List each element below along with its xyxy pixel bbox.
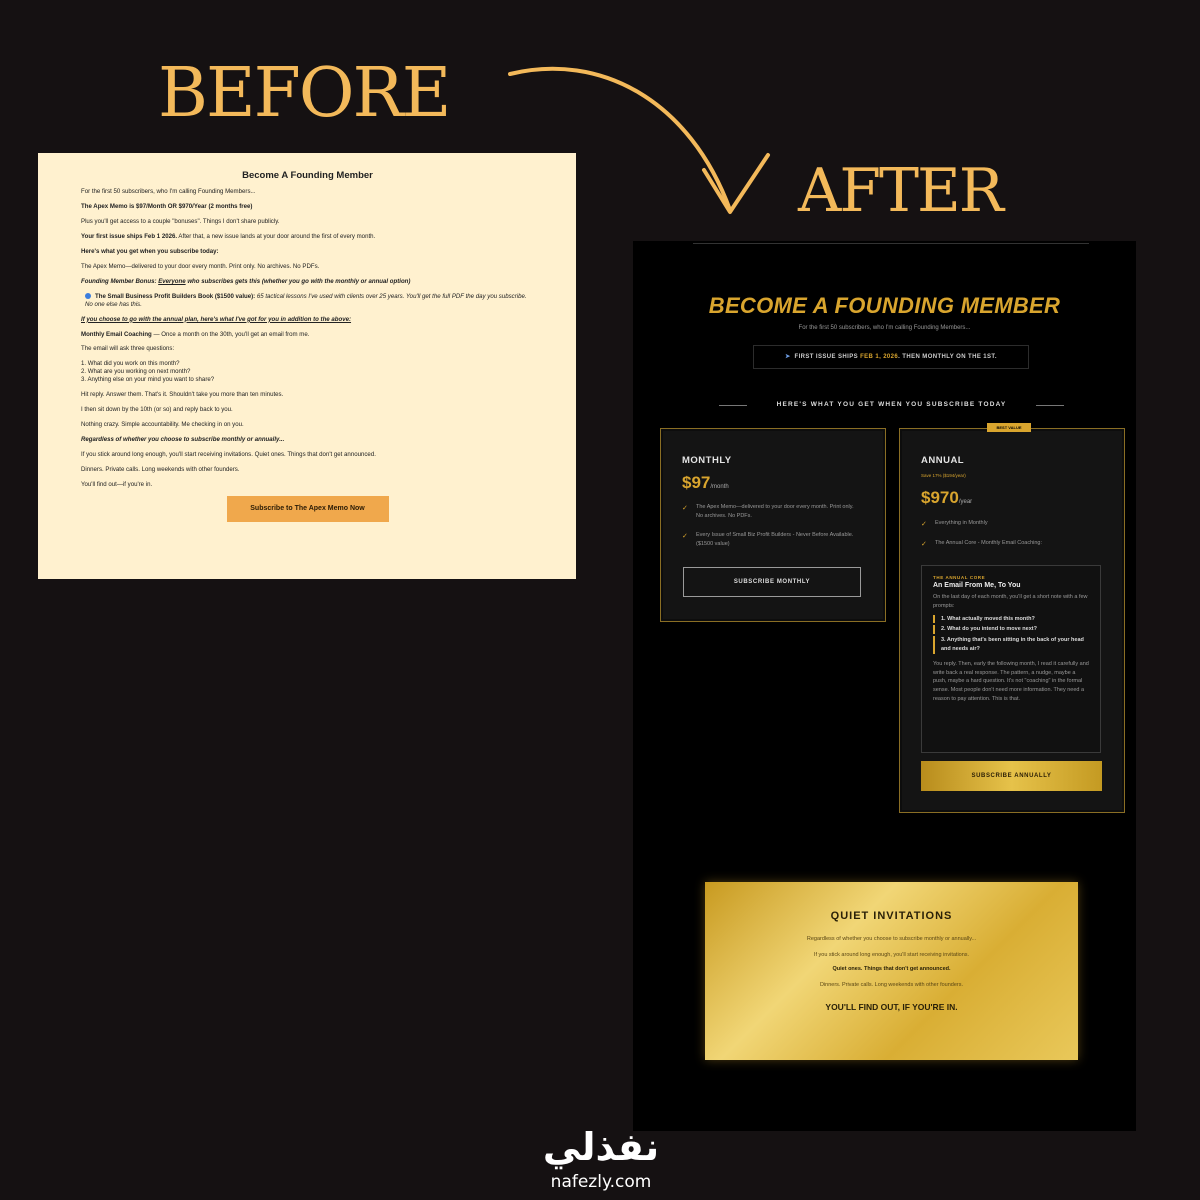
- before-get-line: The Apex Memo—delivered to your door every month. Print only. No archives. No PDFs.: [81, 262, 320, 270]
- section-heading: HERE'S WHAT YOU GET WHEN YOU SUBSCRIBE TODAY: [719, 401, 1064, 408]
- monthly-plan-card: [660, 428, 886, 622]
- before-ship-line: Your first issue ships Feb 1 2026. After that, a new issue lands at your door around the first of every month.: [81, 233, 376, 241]
- plan-price: $970/year: [921, 488, 973, 507]
- list-item: 2. What are you working on next month?: [81, 368, 191, 376]
- after-subtitle: For the first 50 subscribers, who I'm calling Founding Members...: [798, 325, 971, 331]
- quiet-title: QUIET INVITATIONS: [830, 910, 953, 922]
- core-body: You reply. Then, early the following month, I read it carefully and write back a real response. The pattern, a nudge, maybe a push, maybe a hard question. It's not "coaching" in the formal sense. Most people don't need more information. They need a reason to pay attention. This is that.: [933, 660, 1089, 702]
- before-bonus-heading: Founding Member Bonus: Everyone who subscribes gets this (whether you go with the monthly or annual option): [81, 277, 411, 285]
- feature-item: ✓ The Annual Core - Monthly Email Coaching:: [921, 539, 1101, 548]
- before-questions-list: [81, 360, 534, 384]
- subscribe-monthly-button[interactable]: SUBSCRIBE MONTHLY: [683, 567, 861, 597]
- list-item: 1. What did you work on this month?: [81, 360, 180, 368]
- quiet-line: If you stick around long enough, you'll start receiving invitations.: [813, 952, 970, 958]
- checkmark-icon: ✓: [921, 521, 927, 528]
- before-annual-heading: If you choose to go with the annual plan, here's what I've got for you in addition to the above:: [81, 315, 352, 323]
- ship-date-banner: ➤ FIRST ISSUE SHIPS FEB 1, 2026. THEN MONTHLY ON THE 1ST.: [753, 345, 1029, 369]
- feature-item: ✓ The Apex Memo—delivered to your door every month. Print only. No archives. No PDFs.: [682, 504, 854, 519]
- feature-item: ✓ Everything in Monthly: [921, 519, 1101, 528]
- core-label: THE ANNUAL CORE: [933, 575, 986, 580]
- before-heading: BEFORE: [158, 54, 450, 133]
- checkmark-icon: ✓: [682, 533, 688, 540]
- checkmark-icon: ✓: [682, 505, 688, 512]
- before-coaching-line: Monthly Email Coaching — Once a month on the 30th, you'll get an email from me.: [81, 330, 310, 338]
- quiet-ending: YOU'LL FIND OUT, IF YOU'RE IN.: [825, 1002, 958, 1012]
- core-heading: An Email From Me, To You: [933, 582, 1021, 589]
- annual-plan-card: [899, 425, 1125, 813]
- before-page-screenshot: [38, 153, 576, 579]
- before-title: Become A Founding Member: [242, 170, 373, 181]
- before-book-item: The Small Business Profit Builders Book ($1500 value): 65 tactical lessons I've used with clients over 25 years. You'll get the full PDF the day you subscribe. No one else has this.: [85, 292, 527, 308]
- subscribe-button[interactable]: Subscribe to The Apex Memo Now: [227, 496, 389, 522]
- before-findout-line: You'll find out—if you're in.: [81, 480, 153, 488]
- before-questions-intro: The email will ask three questions:: [81, 345, 175, 353]
- plan-name: MONTHLY: [682, 455, 732, 466]
- core-question: 2. What do you intend to move next?: [933, 625, 1089, 634]
- divider: [693, 243, 1089, 244]
- quiet-line: Regardless of whether you choose to subscribe monthly or annually...: [806, 936, 977, 942]
- nafezly-logo: [528, 1125, 674, 1192]
- core-question: 3. Anything that's been sitting in the back of your head and needs air?: [933, 636, 1089, 654]
- savings-note: Save 17% ($194/year): [921, 473, 966, 478]
- rocket-icon: ➤: [785, 354, 791, 360]
- best-value-badge: BEST VALUE: [987, 423, 1031, 432]
- before-bonuses-line: Plus you'll get access to a couple "bonuses". Things I don't share publicly.: [81, 218, 280, 226]
- before-price-line: The Apex Memo is $97/Month OR $970/Year (2 months free): [81, 203, 253, 211]
- before-invite-line: If you stick around long enough, you'll start receiving invitations. Quiet ones. Things that don't get announced.: [81, 450, 376, 458]
- quiet-line: Quiet ones. Things that don't get announced.: [832, 966, 951, 972]
- logo-arabic-wordmark: نفذلي: [542, 1125, 660, 1169]
- before-regardless-line: Regardless of whether you choose to subscribe monthly or annually...: [81, 435, 285, 443]
- before-reply-line: Hit reply. Answer them. That's it. Shouldn't take you more than ten minutes.: [81, 391, 284, 399]
- after-heading: AFTER: [798, 156, 1002, 226]
- before-sitdown-line: I then sit down by the 10th (or so) and reply back to you.: [81, 406, 233, 414]
- before-get-heading: Here's what you get when you subscribe today:: [81, 248, 219, 256]
- annual-core-box: [921, 565, 1101, 753]
- quiet-invitations-box: [705, 882, 1078, 1060]
- core-question: 1. What actually moved this month?: [933, 615, 1089, 624]
- quiet-line: Dinners. Private calls. Long weekends with other founders.: [819, 982, 964, 988]
- before-dinners-line: Dinners. Private calls. Long weekends with other founders.: [81, 465, 240, 473]
- list-item: 3. Anything else on your mind you want to share?: [81, 376, 215, 384]
- after-title: BECOME A FOUNDING MEMBER: [708, 293, 1061, 318]
- plan-name: ANNUAL: [921, 455, 965, 466]
- plan-price: $97/month: [682, 473, 729, 492]
- check-circle-icon: [85, 293, 91, 299]
- after-page-screenshot: [633, 241, 1136, 1131]
- before-intro: For the first 50 subscribers, who I'm calling Founding Members...: [81, 188, 256, 196]
- logo-domain: nafezly.com: [550, 1172, 652, 1192]
- checkmark-icon: ✓: [921, 541, 927, 548]
- before-nothing-line: Nothing crazy. Simple accountability. Me checking in on you.: [81, 421, 244, 429]
- core-intro: On the last day of each month, you'll get a short note with a few prompts:: [933, 594, 1088, 609]
- subscribe-annually-button[interactable]: SUBSCRIBE ANNUALLY: [921, 761, 1102, 791]
- feature-item: ✓ Every Issue of Small Biz Profit Builders - Never Before Available. ($1500 value): [682, 532, 854, 547]
